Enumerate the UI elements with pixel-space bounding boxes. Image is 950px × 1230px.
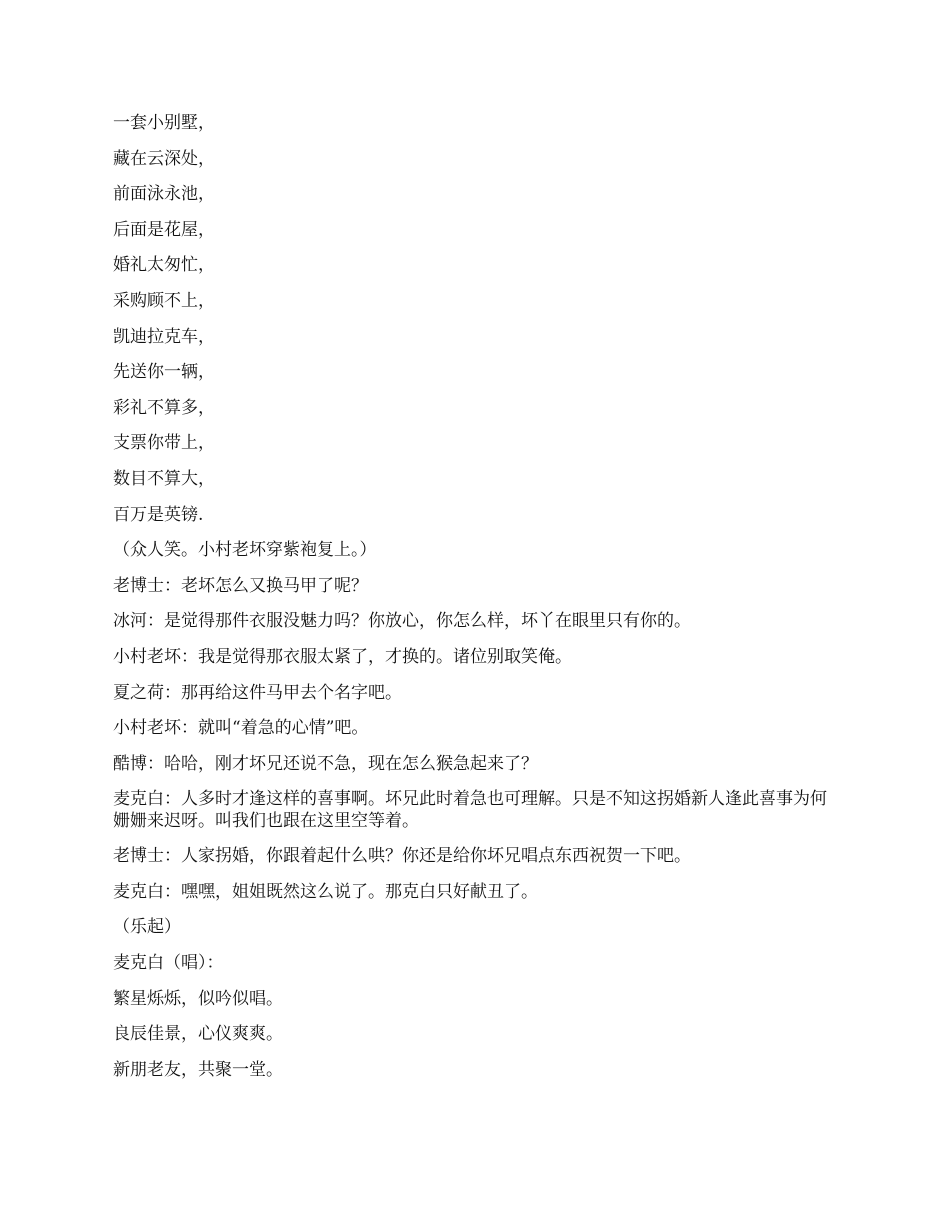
song-line: 良辰佳景，心仪爽爽。 <box>113 1024 283 1045</box>
verse-line: 凯迪拉克车， <box>113 326 215 347</box>
verse-line: 支票你带上， <box>113 433 215 454</box>
dialogue-line: 夏之荷：那再给这件马甲去个名字吧。 <box>113 682 402 703</box>
dialogue-line: 冰河：是觉得那件衣服没魅力吗？你放心，你怎么样，坏丫在眼里只有你的。 <box>113 611 691 632</box>
dialogue-line: 酷博：哈哈，刚才坏兄还说不急，现在怎么猴急起来了？ <box>113 753 538 774</box>
verse-line: 先送你一辆， <box>113 362 215 383</box>
verse-line: 彩礼不算多， <box>113 397 215 418</box>
document-page <box>113 112 843 1094</box>
song-line: 繁星烁烁，似吟似唱。 <box>113 988 283 1009</box>
dialogue-line: 小村老坏：我是觉得那衣服太紧了，才换的。诸位别取笑俺。 <box>113 646 572 667</box>
verse-line: 后面是花屋， <box>113 219 215 240</box>
dialogue-line: 麦克白：嘿嘿，姐姐既然这么说了。那克白只好献丑了。 <box>113 881 538 902</box>
dialogue-line: 老博士：人家拐婚，你跟着起什么哄？你还是给你坏兄唱点东西祝贺一下吧。 <box>113 846 691 867</box>
verse-line: 藏在云深处， <box>113 148 215 169</box>
dialogue-line: 老博士：老坏怎么又换马甲了呢？ <box>113 575 368 596</box>
song-heading: 麦克白（唱）： <box>113 953 224 974</box>
dialogue-line: 小村老坏：就叫“着急的心情”吧。 <box>113 718 369 739</box>
stage-direction: （众人笑。小村老坏穿紫袍复上。） <box>113 540 377 561</box>
verse-line: 数目不算大， <box>113 468 215 489</box>
verse-line: 百万是英镑. <box>113 504 204 525</box>
dialogue-paragraph: 麦克白：人多时才逢这样的喜事啊。坏兄此时着急也可理解。只是不知这拐婚新人逢此喜事为何姗姗来迟呀。叫我们也跟在这里空等着。 <box>113 789 827 832</box>
verse-line: 采购顾不上， <box>113 290 215 311</box>
verse-line: 婚礼太匆忙， <box>113 255 215 276</box>
song-line: 新朋老友，共聚一堂。 <box>113 1059 283 1080</box>
verse-line: 前面泳永池， <box>113 184 215 205</box>
stage-direction: （乐起） <box>113 917 181 938</box>
verse-line: 一套小别墅， <box>113 113 215 133</box>
